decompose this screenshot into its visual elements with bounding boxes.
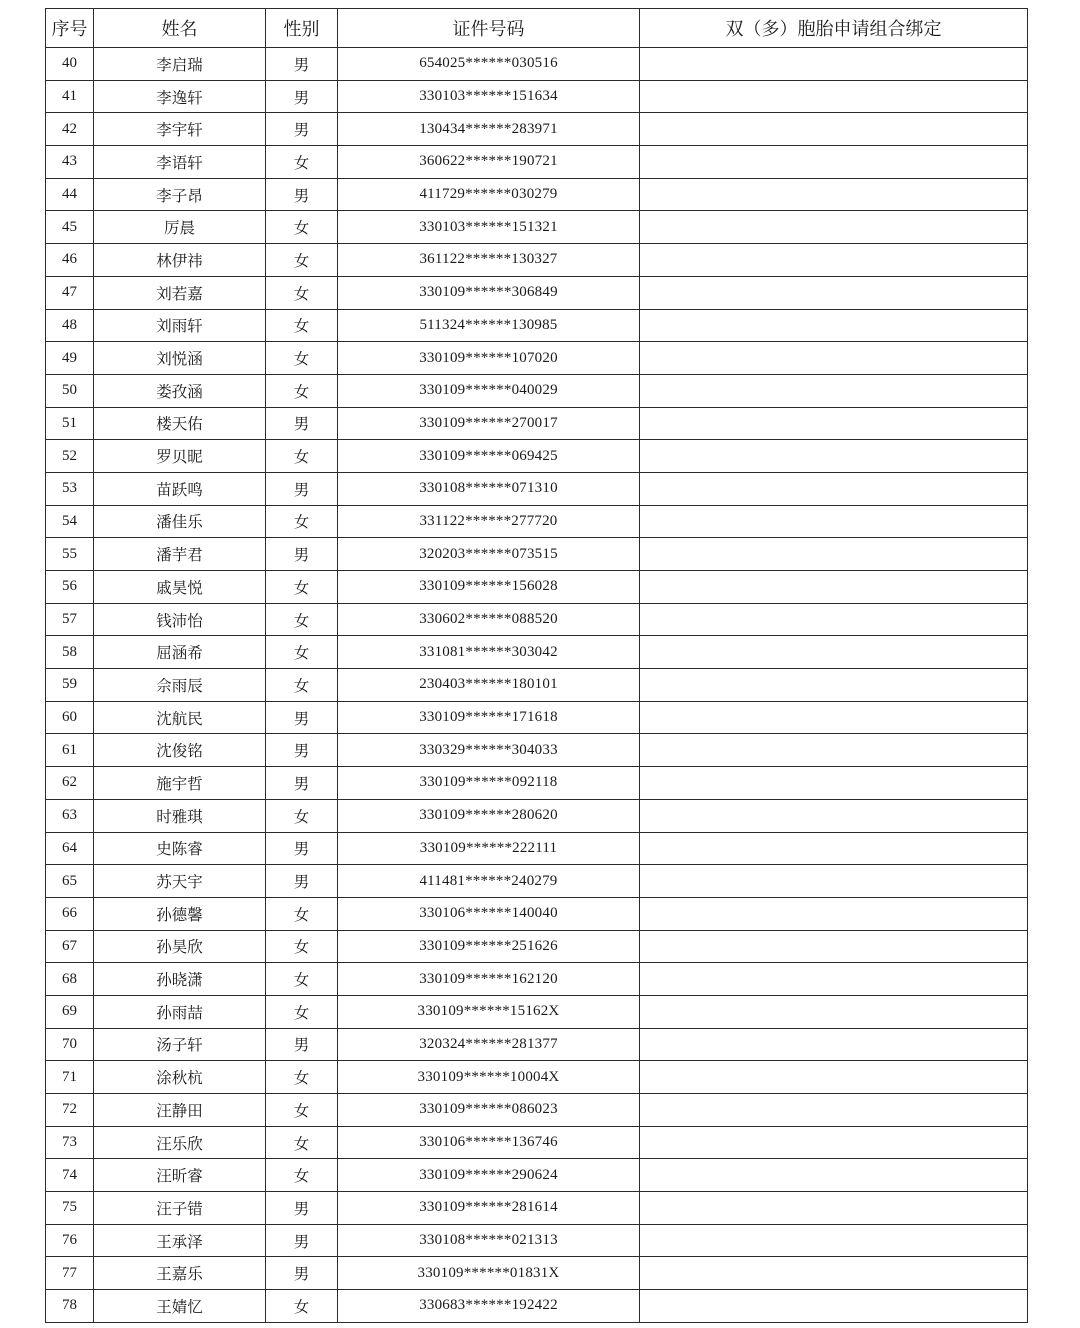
cell-name: 厉晨 bbox=[94, 211, 266, 244]
table-row bbox=[46, 538, 1028, 571]
cell-id-number: 330109******086023 bbox=[338, 1094, 640, 1127]
cell-id-number: 330103******151634 bbox=[338, 80, 640, 113]
cell-index: 67 bbox=[46, 930, 94, 963]
cell-name: 楼天佑 bbox=[94, 407, 266, 440]
cell-name: 孙昊欣 bbox=[94, 930, 266, 963]
cell-id-number: 411481******240279 bbox=[338, 865, 640, 898]
cell-gender: 女 bbox=[266, 995, 338, 1028]
cell-index: 54 bbox=[46, 505, 94, 538]
cell-twin-binding bbox=[640, 1224, 1028, 1257]
table-row bbox=[46, 701, 1028, 734]
cell-index: 40 bbox=[46, 48, 94, 81]
cell-twin-binding bbox=[640, 1094, 1028, 1127]
cell-gender: 女 bbox=[266, 636, 338, 669]
cell-gender: 女 bbox=[266, 146, 338, 179]
cell-gender: 男 bbox=[266, 865, 338, 898]
cell-twin-binding bbox=[640, 1257, 1028, 1290]
cell-index: 59 bbox=[46, 669, 94, 702]
cell-id-number: 330109******171618 bbox=[338, 701, 640, 734]
cell-index: 47 bbox=[46, 276, 94, 309]
cell-gender: 女 bbox=[266, 603, 338, 636]
cell-twin-binding bbox=[640, 178, 1028, 211]
cell-twin-binding bbox=[640, 963, 1028, 996]
table-row bbox=[46, 505, 1028, 538]
cell-gender: 男 bbox=[266, 80, 338, 113]
cell-gender: 女 bbox=[266, 930, 338, 963]
cell-twin-binding bbox=[640, 211, 1028, 244]
cell-twin-binding bbox=[640, 571, 1028, 604]
cell-name: 孙德馨 bbox=[94, 897, 266, 930]
cell-twin-binding bbox=[640, 636, 1028, 669]
cell-twin-binding bbox=[640, 701, 1028, 734]
cell-index: 69 bbox=[46, 995, 94, 1028]
table-row bbox=[46, 571, 1028, 604]
cell-id-number: 330109******092118 bbox=[338, 767, 640, 800]
cell-id-number: 330103******151321 bbox=[338, 211, 640, 244]
cell-id-number: 331122******277720 bbox=[338, 505, 640, 538]
cell-id-number: 361122******130327 bbox=[338, 244, 640, 277]
cell-id-number: 330109******069425 bbox=[338, 440, 640, 473]
cell-twin-binding bbox=[640, 1290, 1028, 1323]
cell-twin-binding bbox=[640, 799, 1028, 832]
cell-twin-binding bbox=[640, 276, 1028, 309]
table-row bbox=[46, 472, 1028, 505]
cell-gender: 男 bbox=[266, 767, 338, 800]
table-row bbox=[46, 930, 1028, 963]
cell-twin-binding bbox=[640, 995, 1028, 1028]
cell-index: 63 bbox=[46, 799, 94, 832]
cell-index: 60 bbox=[46, 701, 94, 734]
cell-gender: 男 bbox=[266, 407, 338, 440]
cell-name: 王嘉乐 bbox=[94, 1257, 266, 1290]
table-row bbox=[46, 603, 1028, 636]
cell-id-number: 330329******304033 bbox=[338, 734, 640, 767]
cell-name: 王婧忆 bbox=[94, 1290, 266, 1323]
cell-gender: 男 bbox=[266, 701, 338, 734]
cell-name: 屈涵希 bbox=[94, 636, 266, 669]
cell-gender: 男 bbox=[266, 538, 338, 571]
cell-id-number: 330109******15162X bbox=[338, 995, 640, 1028]
cell-gender: 女 bbox=[266, 799, 338, 832]
table-row bbox=[46, 211, 1028, 244]
cell-index: 56 bbox=[46, 571, 94, 604]
table-row bbox=[46, 767, 1028, 800]
cell-id-number: 411729******030279 bbox=[338, 178, 640, 211]
cell-name: 刘悦涵 bbox=[94, 342, 266, 375]
cell-id-number: 330109******162120 bbox=[338, 963, 640, 996]
table-row bbox=[46, 1257, 1028, 1290]
header-index: 序号 bbox=[46, 9, 94, 48]
cell-index: 48 bbox=[46, 309, 94, 342]
cell-twin-binding bbox=[640, 146, 1028, 179]
cell-name: 时雅琪 bbox=[94, 799, 266, 832]
table-row bbox=[46, 669, 1028, 702]
cell-gender: 女 bbox=[266, 571, 338, 604]
cell-name: 汪昕睿 bbox=[94, 1159, 266, 1192]
cell-twin-binding bbox=[640, 1192, 1028, 1225]
cell-name: 苗跃鸣 bbox=[94, 472, 266, 505]
cell-gender: 女 bbox=[266, 211, 338, 244]
table-row bbox=[46, 1159, 1028, 1192]
table-row bbox=[46, 244, 1028, 277]
cell-id-number: 330109******251626 bbox=[338, 930, 640, 963]
cell-twin-binding bbox=[640, 1126, 1028, 1159]
table-row bbox=[46, 113, 1028, 146]
header-id-number: 证件号码 bbox=[338, 9, 640, 48]
cell-twin-binding bbox=[640, 930, 1028, 963]
cell-name: 潘芋君 bbox=[94, 538, 266, 571]
cell-id-number: 330109******10004X bbox=[338, 1061, 640, 1094]
table-row bbox=[46, 1290, 1028, 1323]
cell-name: 钱沛怡 bbox=[94, 603, 266, 636]
cell-index: 45 bbox=[46, 211, 94, 244]
table-row bbox=[46, 1192, 1028, 1225]
cell-index: 62 bbox=[46, 767, 94, 800]
cell-name: 施宇哲 bbox=[94, 767, 266, 800]
cell-index: 51 bbox=[46, 407, 94, 440]
cell-index: 57 bbox=[46, 603, 94, 636]
cell-twin-binding bbox=[640, 113, 1028, 146]
cell-index: 55 bbox=[46, 538, 94, 571]
cell-gender: 男 bbox=[266, 1224, 338, 1257]
cell-twin-binding bbox=[640, 1028, 1028, 1061]
table-row bbox=[46, 146, 1028, 179]
cell-twin-binding bbox=[640, 472, 1028, 505]
cell-id-number: 330109******01831X bbox=[338, 1257, 640, 1290]
cell-index: 44 bbox=[46, 178, 94, 211]
cell-name: 潘佳乐 bbox=[94, 505, 266, 538]
cell-gender: 男 bbox=[266, 48, 338, 81]
cell-gender: 女 bbox=[266, 897, 338, 930]
table-body bbox=[46, 48, 1028, 1323]
cell-id-number: 654025******030516 bbox=[338, 48, 640, 81]
cell-id-number: 330109******222111 bbox=[338, 832, 640, 865]
table-row bbox=[46, 897, 1028, 930]
cell-twin-binding bbox=[640, 734, 1028, 767]
cell-twin-binding bbox=[640, 897, 1028, 930]
cell-index: 61 bbox=[46, 734, 94, 767]
header-row bbox=[46, 9, 1028, 48]
cell-twin-binding bbox=[640, 1061, 1028, 1094]
table-row bbox=[46, 963, 1028, 996]
cell-id-number: 330109******281614 bbox=[338, 1192, 640, 1225]
cell-name: 李逸轩 bbox=[94, 80, 266, 113]
cell-name: 王承泽 bbox=[94, 1224, 266, 1257]
cell-id-number: 330106******136746 bbox=[338, 1126, 640, 1159]
table-row bbox=[46, 734, 1028, 767]
cell-gender: 女 bbox=[266, 342, 338, 375]
header-name: 姓名 bbox=[94, 9, 266, 48]
cell-gender: 女 bbox=[266, 669, 338, 702]
cell-name: 李启瑞 bbox=[94, 48, 266, 81]
cell-id-number: 330108******021313 bbox=[338, 1224, 640, 1257]
cell-name: 林伊祎 bbox=[94, 244, 266, 277]
cell-id-number: 330109******290624 bbox=[338, 1159, 640, 1192]
cell-twin-binding bbox=[640, 1159, 1028, 1192]
cell-gender: 女 bbox=[266, 1061, 338, 1094]
table-row bbox=[46, 832, 1028, 865]
cell-id-number: 130434******283971 bbox=[338, 113, 640, 146]
cell-name: 戚昊悦 bbox=[94, 571, 266, 604]
cell-name: 孙雨喆 bbox=[94, 995, 266, 1028]
cell-gender: 男 bbox=[266, 832, 338, 865]
table-row bbox=[46, 1224, 1028, 1257]
cell-index: 43 bbox=[46, 146, 94, 179]
cell-gender: 女 bbox=[266, 244, 338, 277]
table-row bbox=[46, 407, 1028, 440]
cell-twin-binding bbox=[640, 244, 1028, 277]
student-roster-table bbox=[45, 8, 1028, 1323]
table-row bbox=[46, 995, 1028, 1028]
table-row bbox=[46, 1061, 1028, 1094]
cell-index: 42 bbox=[46, 113, 94, 146]
cell-name: 李子昂 bbox=[94, 178, 266, 211]
cell-twin-binding bbox=[640, 505, 1028, 538]
cell-id-number: 511324******130985 bbox=[338, 309, 640, 342]
cell-gender: 男 bbox=[266, 178, 338, 211]
cell-index: 70 bbox=[46, 1028, 94, 1061]
cell-index: 76 bbox=[46, 1224, 94, 1257]
cell-twin-binding bbox=[640, 832, 1028, 865]
table-row bbox=[46, 799, 1028, 832]
cell-name: 罗贝昵 bbox=[94, 440, 266, 473]
cell-index: 75 bbox=[46, 1192, 94, 1225]
cell-id-number: 330109******280620 bbox=[338, 799, 640, 832]
cell-twin-binding bbox=[640, 309, 1028, 342]
cell-name: 苏天宇 bbox=[94, 865, 266, 898]
cell-gender: 女 bbox=[266, 1290, 338, 1323]
cell-id-number: 320203******073515 bbox=[338, 538, 640, 571]
cell-twin-binding bbox=[640, 538, 1028, 571]
cell-id-number: 331081******303042 bbox=[338, 636, 640, 669]
header-gender: 性别 bbox=[266, 9, 338, 48]
cell-index: 52 bbox=[46, 440, 94, 473]
table-row bbox=[46, 80, 1028, 113]
cell-index: 71 bbox=[46, 1061, 94, 1094]
cell-index: 66 bbox=[46, 897, 94, 930]
cell-name: 沈航民 bbox=[94, 701, 266, 734]
cell-id-number: 360622******190721 bbox=[338, 146, 640, 179]
table-row bbox=[46, 1028, 1028, 1061]
table-row bbox=[46, 374, 1028, 407]
cell-index: 73 bbox=[46, 1126, 94, 1159]
cell-twin-binding bbox=[640, 440, 1028, 473]
cell-gender: 女 bbox=[266, 505, 338, 538]
cell-id-number: 330109******040029 bbox=[338, 374, 640, 407]
cell-gender: 女 bbox=[266, 276, 338, 309]
cell-index: 46 bbox=[46, 244, 94, 277]
cell-id-number: 330108******071310 bbox=[338, 472, 640, 505]
table-row bbox=[46, 1126, 1028, 1159]
table-row bbox=[46, 309, 1028, 342]
cell-index: 72 bbox=[46, 1094, 94, 1127]
cell-gender: 男 bbox=[266, 1192, 338, 1225]
table-row bbox=[46, 865, 1028, 898]
cell-index: 53 bbox=[46, 472, 94, 505]
table-row bbox=[46, 48, 1028, 81]
cell-twin-binding bbox=[640, 669, 1028, 702]
cell-twin-binding bbox=[640, 48, 1028, 81]
cell-name: 佘雨辰 bbox=[94, 669, 266, 702]
cell-index: 68 bbox=[46, 963, 94, 996]
cell-twin-binding bbox=[640, 865, 1028, 898]
cell-index: 49 bbox=[46, 342, 94, 375]
cell-gender: 女 bbox=[266, 1094, 338, 1127]
cell-gender: 女 bbox=[266, 963, 338, 996]
cell-name: 孙晓潇 bbox=[94, 963, 266, 996]
cell-gender: 女 bbox=[266, 1159, 338, 1192]
cell-twin-binding bbox=[640, 80, 1028, 113]
cell-name: 李语轩 bbox=[94, 146, 266, 179]
cell-name: 汪子错 bbox=[94, 1192, 266, 1225]
cell-name: 史陈睿 bbox=[94, 832, 266, 865]
cell-gender: 男 bbox=[266, 1257, 338, 1290]
cell-gender: 女 bbox=[266, 309, 338, 342]
cell-gender: 女 bbox=[266, 374, 338, 407]
cell-name: 刘雨轩 bbox=[94, 309, 266, 342]
cell-name: 涂秋杭 bbox=[94, 1061, 266, 1094]
cell-gender: 女 bbox=[266, 1126, 338, 1159]
cell-id-number: 330683******192422 bbox=[338, 1290, 640, 1323]
cell-index: 64 bbox=[46, 832, 94, 865]
cell-index: 74 bbox=[46, 1159, 94, 1192]
cell-twin-binding bbox=[640, 407, 1028, 440]
cell-twin-binding bbox=[640, 767, 1028, 800]
table-row bbox=[46, 342, 1028, 375]
cell-id-number: 330109******156028 bbox=[338, 571, 640, 604]
cell-index: 65 bbox=[46, 865, 94, 898]
cell-id-number: 330109******306849 bbox=[338, 276, 640, 309]
cell-gender: 男 bbox=[266, 1028, 338, 1061]
table-row bbox=[46, 1094, 1028, 1127]
cell-name: 李宇轩 bbox=[94, 113, 266, 146]
cell-id-number: 330109******107020 bbox=[338, 342, 640, 375]
cell-gender: 男 bbox=[266, 472, 338, 505]
cell-gender: 女 bbox=[266, 440, 338, 473]
cell-name: 刘若嘉 bbox=[94, 276, 266, 309]
cell-name: 娄孜涵 bbox=[94, 374, 266, 407]
cell-gender: 男 bbox=[266, 113, 338, 146]
cell-name: 汪静田 bbox=[94, 1094, 266, 1127]
cell-twin-binding bbox=[640, 374, 1028, 407]
cell-twin-binding bbox=[640, 342, 1028, 375]
cell-name: 汤子轩 bbox=[94, 1028, 266, 1061]
cell-id-number: 320324******281377 bbox=[338, 1028, 640, 1061]
cell-index: 58 bbox=[46, 636, 94, 669]
table-row bbox=[46, 440, 1028, 473]
cell-id-number: 330109******270017 bbox=[338, 407, 640, 440]
cell-gender: 男 bbox=[266, 734, 338, 767]
header-twin-binding: 双（多）胞胎申请组合绑定 bbox=[640, 9, 1028, 48]
roster-sheet bbox=[45, 8, 1028, 1323]
cell-index: 78 bbox=[46, 1290, 94, 1323]
cell-index: 41 bbox=[46, 80, 94, 113]
cell-name: 汪乐欣 bbox=[94, 1126, 266, 1159]
cell-id-number: 330106******140040 bbox=[338, 897, 640, 930]
table-row bbox=[46, 636, 1028, 669]
cell-twin-binding bbox=[640, 603, 1028, 636]
table-row bbox=[46, 178, 1028, 211]
cell-name: 沈俊铭 bbox=[94, 734, 266, 767]
cell-index: 50 bbox=[46, 374, 94, 407]
cell-id-number: 330602******088520 bbox=[338, 603, 640, 636]
table-row bbox=[46, 276, 1028, 309]
cell-id-number: 230403******180101 bbox=[338, 669, 640, 702]
cell-index: 77 bbox=[46, 1257, 94, 1290]
